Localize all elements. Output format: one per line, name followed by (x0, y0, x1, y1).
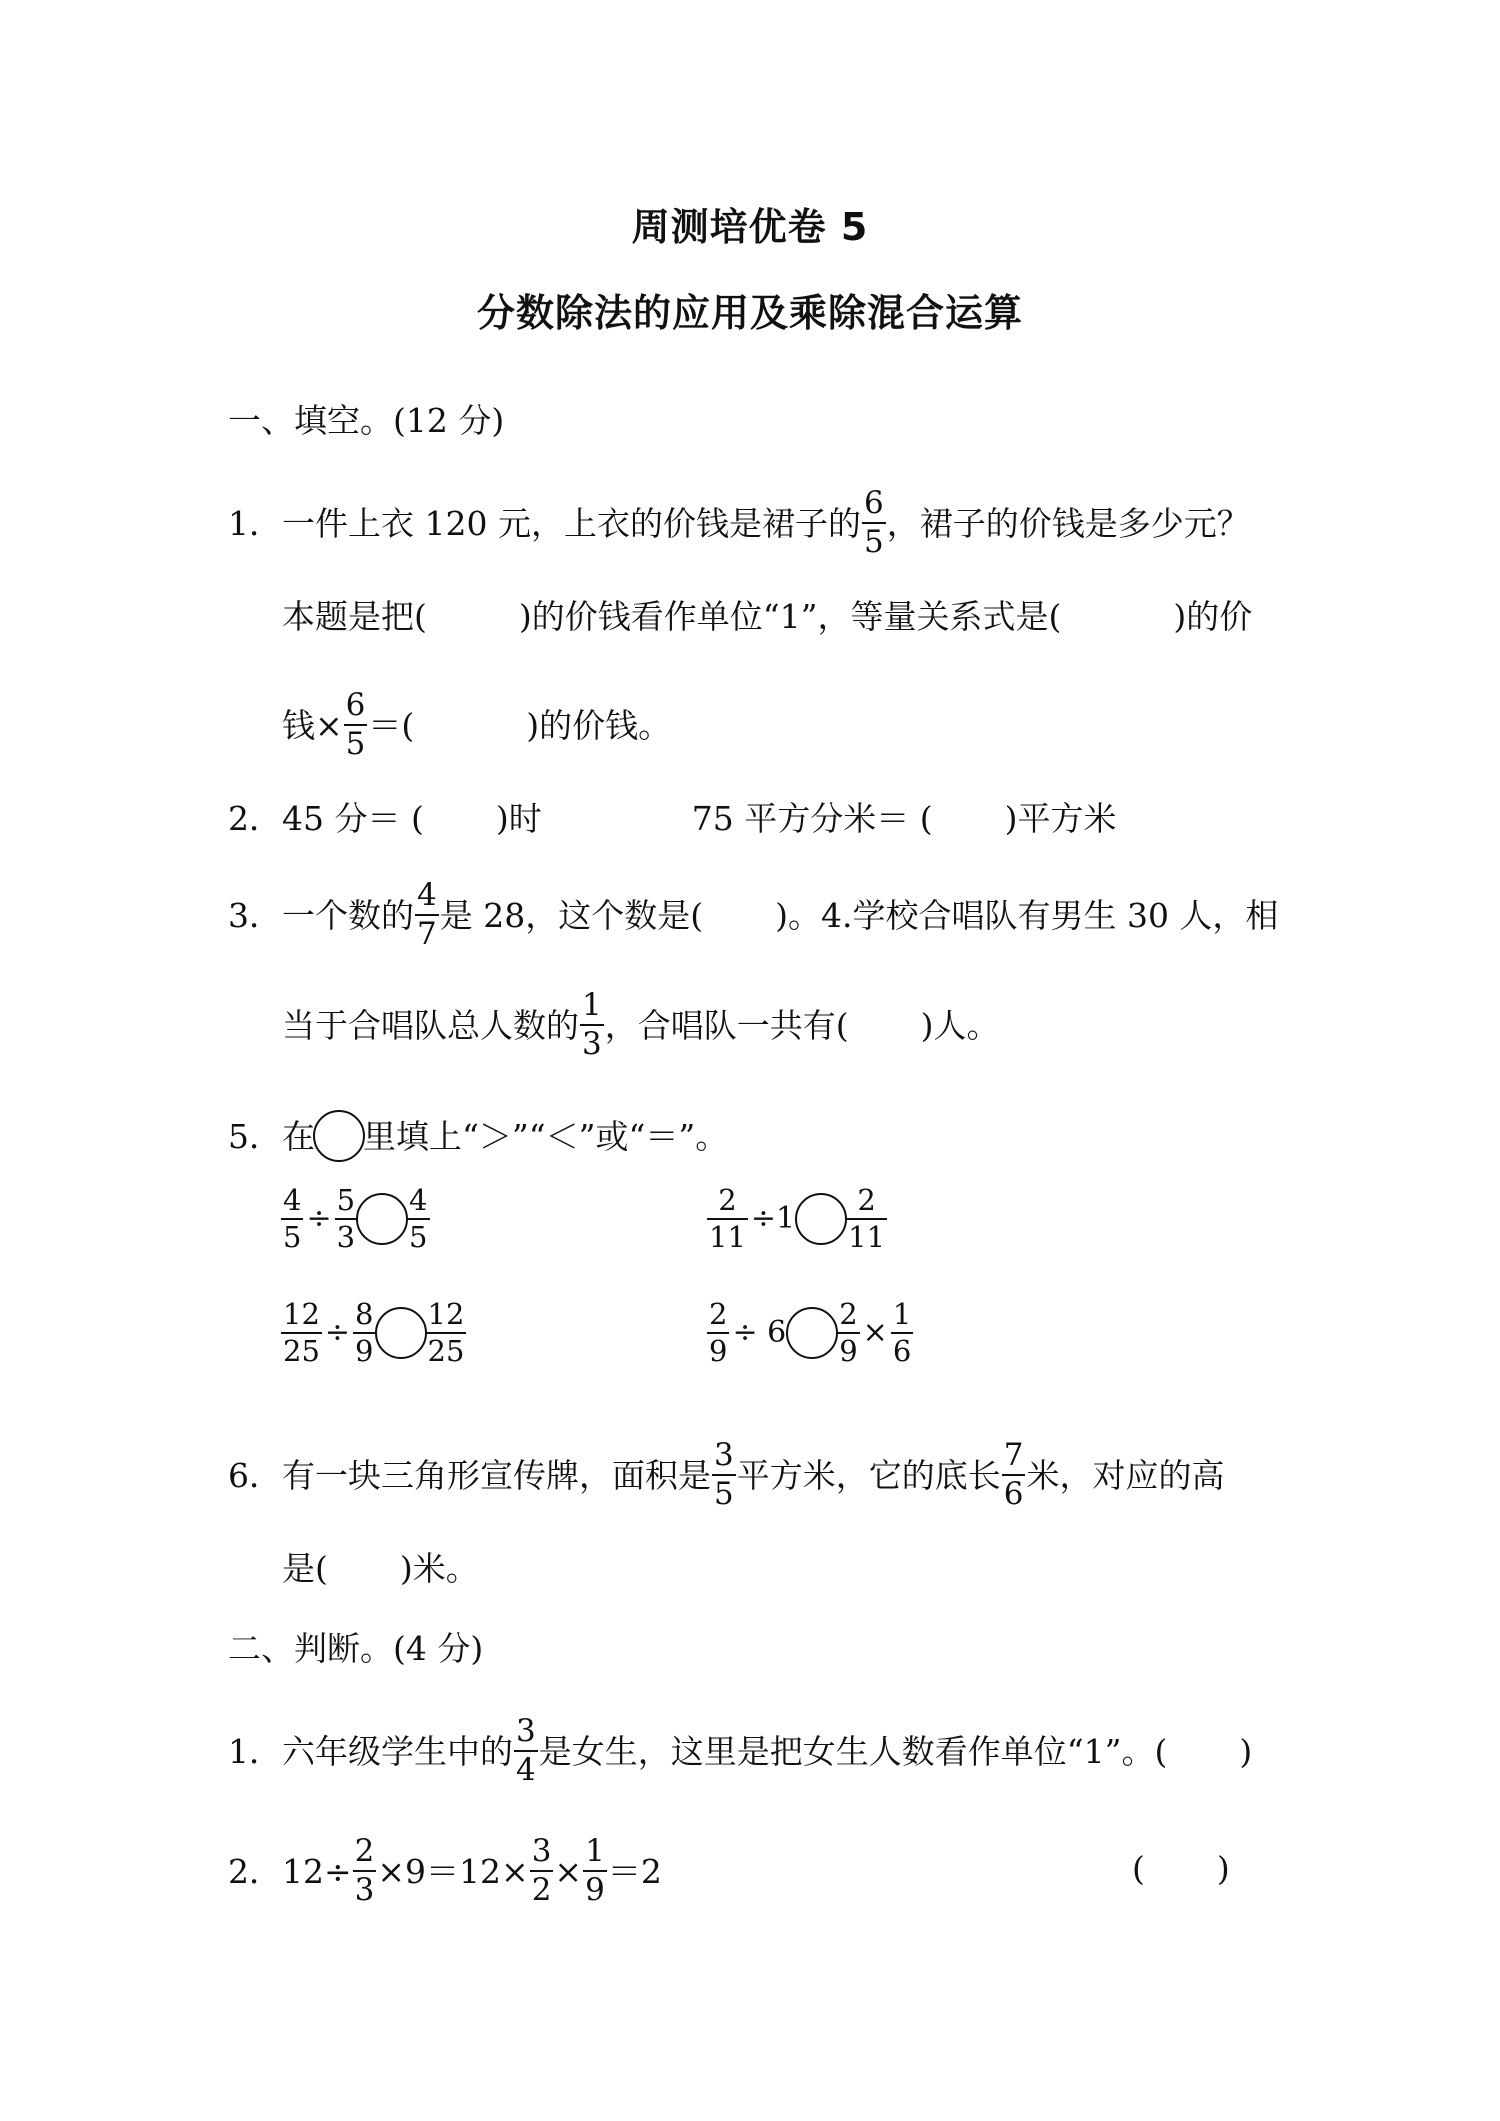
fraction: $\frac{4}{5}$ (283, 1183, 302, 1254)
fraction: $\frac{1}{9}$ (585, 1833, 605, 1908)
fraction: $\frac{6}{5}$ (345, 687, 366, 762)
question-number: 3． (228, 895, 282, 935)
compare-expression-3: $\frac{12}{25}$ ÷ $\frac{8}{9}$ $\frac{12}{25}$ (283, 1297, 465, 1368)
judge-question-2: 2． 12÷ $\frac{2}{3}$ ×9＝12× $\frac{3}{2}$ × $\frac{1}{9}$ ＝2 (228, 1833, 662, 1908)
fraction: $\frac{2}{11}$ (709, 1183, 746, 1254)
question-number: 1． (228, 1731, 282, 1771)
compare-circle-blank[interactable] (375, 1307, 427, 1359)
fraction: $\frac{7}{6}$ (1003, 1437, 1024, 1512)
question-1: 1． 一件上衣 120 元，上衣的价钱是裙子的 $\frac{6}{5}$ ，裙子的价钱是多少元？ (228, 485, 1250, 560)
fraction: $\frac{1}{3}$ (582, 987, 602, 1062)
judge-question-1: 1． 六年级学生中的 $\frac{3}{4}$ 是女生，这里是把女生人数看作单位“1”。( ) (228, 1713, 1253, 1788)
question-6-line-2: 是( )米。 (282, 1549, 479, 1588)
question-1-line-2: 本题是把( )的价钱看作单位“1”，等量关系式是( )的价 (282, 597, 1253, 636)
fraction: $\frac{6}{5}$ (863, 485, 884, 560)
fraction: $\frac{3}{2}$ (531, 1833, 552, 1908)
fraction: $\frac{5}{3}$ (336, 1183, 356, 1254)
compare-circle-blank[interactable] (786, 1307, 838, 1359)
fraction: $\frac{12}{25}$ (283, 1297, 320, 1368)
judge-answer-parens[interactable]: ( ) (1132, 1849, 1230, 1888)
question-number: 1． (228, 503, 282, 543)
compare-circle-icon (313, 1110, 365, 1162)
fraction: $\frac{1}{6}$ (892, 1297, 912, 1368)
fraction: $\frac{2}{9}$ (709, 1297, 728, 1368)
compare-circle-blank[interactable] (795, 1193, 847, 1245)
compare-circle-blank[interactable] (356, 1193, 408, 1245)
section2-heading: 二、判断。(4 分) (228, 1629, 484, 1668)
question-number: 2． (228, 799, 282, 838)
question-5: 5． 在 里填上“＞”“＜”或“＝”。 (228, 1110, 728, 1162)
page-subtitle: 分数除法的应用及乘除混合运算 (476, 291, 1023, 335)
fraction: $\frac{4}{7}$ (417, 877, 437, 952)
question-6: 6． 有一块三角形宣传牌，面积是 $\frac{3}{5}$ 平方米，它的底长 $\frac{7}{6}$ 米，对应的高 (228, 1437, 1225, 1512)
question-number: 2． (228, 1851, 282, 1891)
fraction: $\frac{2}{9}$ (839, 1297, 858, 1368)
compare-expression-1: $\frac{4}{5}$ ÷ $\frac{5}{3}$ $\frac{4}{5}$ (283, 1183, 428, 1254)
fraction: $\frac{2}{3}$ (354, 1833, 375, 1908)
question-3: 3． 一个数的 $\frac{4}{7}$ 是 28，这个数是( )。4.学校合唱队有男生 30 人，相 (228, 877, 1279, 952)
page-title: 周测培优卷 5 (631, 205, 869, 249)
question-number: 6． (228, 1455, 282, 1495)
fraction: $\frac{2}{11}$ (848, 1183, 886, 1254)
fraction: $\frac{4}{5}$ (409, 1183, 428, 1254)
fraction: $\frac{12}{25}$ (427, 1297, 465, 1368)
fraction: $\frac{3}{5}$ (714, 1437, 734, 1512)
compare-expression-4: $\frac{2}{9}$ ÷ 6 $\frac{2}{9}$ × $\frac{1}{6}$ (709, 1297, 912, 1368)
question-number: 5． (228, 1116, 282, 1156)
question-1-line-3: 钱× $\frac{6}{5}$ ＝( )的价钱。 (282, 687, 672, 762)
question-4-line-2: 当于合唱队总人数的 $\frac{1}{3}$ ，合唱队一共有( )人。 (282, 987, 1000, 1062)
fraction: $\frac{3}{4}$ (516, 1713, 536, 1788)
fraction: $\frac{8}{9}$ (355, 1297, 374, 1368)
question-2: 2． 45 分＝ ( )时 75 平方分米＝ ( )平方米 (228, 799, 1117, 838)
section1-heading: 一、填空。(12 分) (228, 401, 505, 440)
compare-expression-2: $\frac{2}{11}$ ÷1 $\frac{2}{11}$ (709, 1183, 886, 1254)
